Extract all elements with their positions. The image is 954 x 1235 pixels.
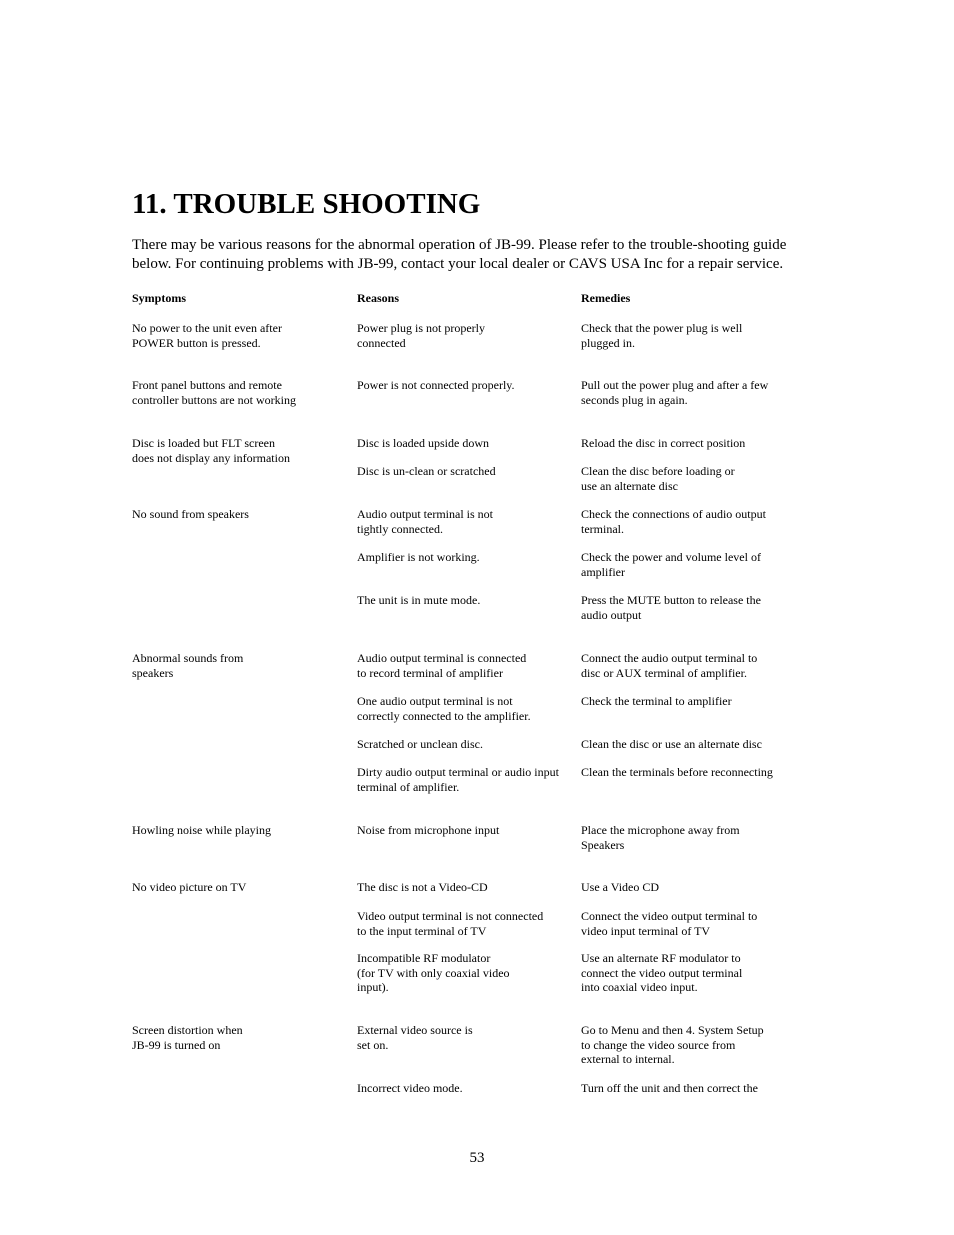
header-reasons: Reasons [357,291,400,305]
reason-cell: The unit is in mute mode. [357,593,481,607]
reason-cell: Power plug is not properly connected [357,321,485,350]
intro-paragraph: There may be various reasons for the abnormal operation of JB-99. Please refer to the trouble-shooting guide below. For continuing problems with JB-99, contact your local dealer or CAVS USA Inc for a repair service. [132,237,787,272]
page-title: 11. TROUBLE SHOOTING [132,188,481,220]
remedy-cell: Clean the disc before loading or use an alternate disc [581,464,735,493]
remedy-cell: Check that the power plug is well plugged in. [581,321,743,350]
reason-cell: Audio output terminal is not tightly connected. [357,507,493,536]
reason-cell: The disc is not a Video-CD [357,880,488,894]
remedy-cell: Connect the audio output terminal to disc or AUX terminal of amplifier. [581,651,758,680]
header-remedies: Remedies [581,291,631,305]
reason-cell: Incompatible RF modulator (for TV with only coaxial video input). [357,951,510,994]
remedy-cell: Pull out the power plug and after a few seconds plug in again. [581,378,769,407]
remedy-cell: Turn off the unit and then correct the [581,1081,758,1095]
remedy-cell: Reload the disc in correct position [581,436,746,450]
reason-cell: Amplifier is not working. [357,550,480,564]
reason-cell: External video source is set on. [357,1023,473,1052]
remedy-cell: Use a Video CD [581,880,660,894]
remedy-cell: Clean the disc or use an alternate disc [581,737,762,751]
remedy-cell: Go to Menu and then 4. System Setup to change the video source from external to internal. [581,1023,764,1066]
symptom-cell: Screen distortion when JB-99 is turned on [132,1023,243,1052]
symptom-cell: No sound from speakers [132,507,249,521]
reason-cell: Disc is un-clean or scratched [357,464,496,478]
symptom-cell: No video picture on TV [132,880,247,894]
page-number: 53 [469,1150,485,1166]
remedy-cell: Check the connections of audio output terminal. [581,507,766,536]
remedy-cell: Press the MUTE button to release the audio output [581,593,761,622]
reason-cell: Audio output terminal is connected to record terminal of amplifier [357,651,527,680]
reason-cell: Video output terminal is not connected to the input terminal of TV [357,909,544,938]
reason-cell: Incorrect video mode. [357,1081,463,1095]
symptom-cell: Abnormal sounds from speakers [132,651,244,680]
symptom-cell: Disc is loaded but FLT screen does not display any information [132,436,290,465]
reason-cell: Scratched or unclean disc. [357,737,483,751]
reason-cell: Disc is loaded upside down [357,436,489,450]
remedy-cell: Clean the terminals before reconnecting [581,765,773,779]
remedy-cell: Use an alternate RF modulator to connect the video output terminal into coaxial video input. [581,951,743,994]
symptom-cell: Howling noise while playing [132,823,271,837]
reason-cell: One audio output terminal is not correctly connected to the amplifier. [357,694,531,723]
remedy-cell: Check the terminal to amplifier [581,694,732,708]
header-symptoms: Symptoms [132,291,187,305]
remedy-cell: Place the microphone away from Speakers [581,823,740,852]
reason-cell: Power is not connected properly. [357,378,515,392]
remedy-cell: Check the power and volume level of amplifier [581,550,761,579]
symptom-cell: Front panel buttons and remote controller buttons are not working [132,378,296,407]
symptom-cell: No power to the unit even after POWER button is pressed. [132,321,282,350]
reason-cell: Dirty audio output terminal or audio input terminal of amplifier. [357,765,559,794]
reason-cell: Noise from microphone input [357,823,500,837]
remedy-cell: Connect the video output terminal to video input terminal of TV [581,909,758,938]
